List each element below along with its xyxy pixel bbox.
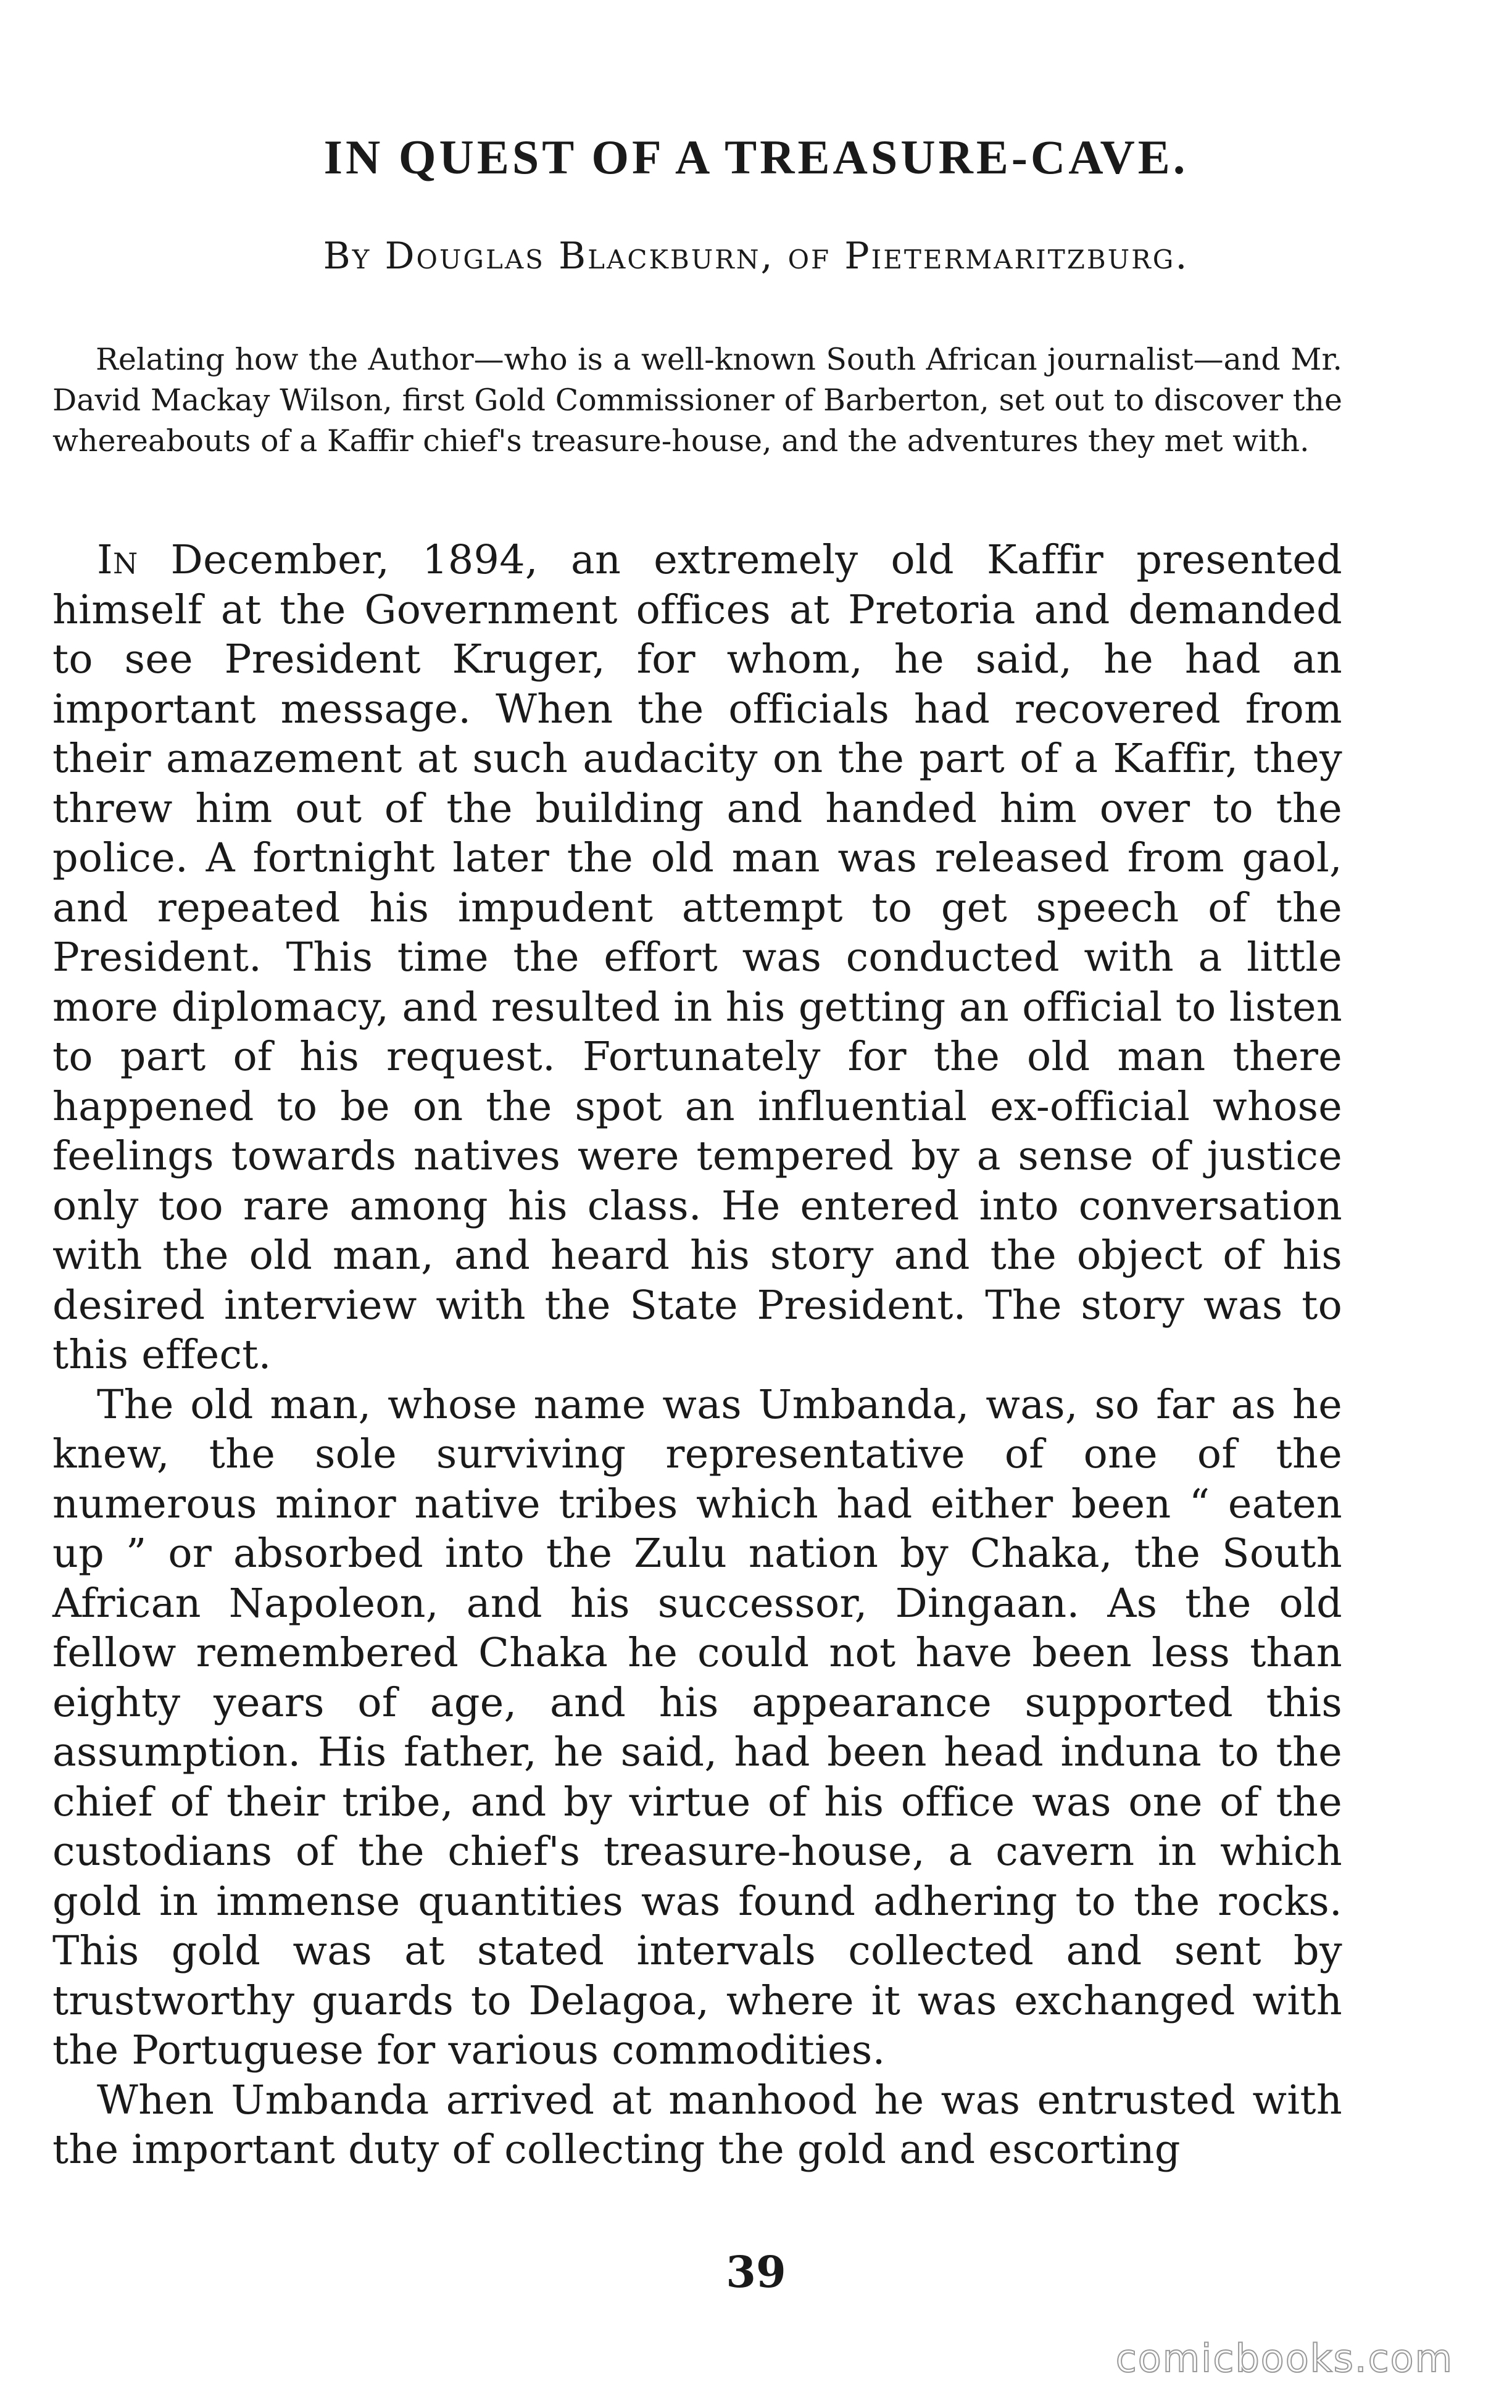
body-paragraph — [52, 1380, 1342, 2076]
opening-word: In — [97, 537, 138, 583]
paragraph-text: The old man, whose name was Umbanda, was, so far as he knew, the sole surviving representative of one of the numerous minor native tribes which had either been “ eaten up ” or absorbed into the Zulu nation by Chaka, the South African Napoleon, and his successor, Dingaan. As the old fellow remembered Chaka he could not have been less than eighty years of age, and his appearance supported this assumption. His father, he said, had been head induna to the chief of their tribe, and by virtue of his office was one of the custodians of the chief's treasure-house, a cavern in which gold in immense quantities was found adhering to the rocks. This gold was at stated intervals collected and sent by trustworthy guards to Delagoa, where it was exchanged with the Portuguese for various commodities. — [52, 1381, 1342, 2074]
body-paragraph — [52, 536, 1342, 1380]
watermark: comicbooks.com — [1115, 2336, 1453, 2381]
article-byline: By Douglas Blackburn, of Pietermaritzburg. — [323, 235, 1189, 278]
article-title: IN QUEST OF A TREASURE-CAVE. — [323, 130, 1189, 184]
paragraph-text: December, 1894, an extremely old Kaffir presented himself at the Government offices at Pretoria and demanded to see President Kruger, for whom, he said, he had an important message. When the officials had recovered from their amazement at such audacity on the part of a Kaffir, they threw him out of the building and handed him over to the police. A fortnight later the old man was released from gaol, and repeated his impudent attempt to get speech of the President. This time the effort was conducted with a little more diplomacy, and resulted in his getting an official to listen to part of his request. Fortunately for the old man there happened to be on the spot an influential ex-official whose feelings towards natives were tempered by a sense of justice only too rare among his class. He entered into conversation with the old man, and heard his story and the object of his desired interview with the State President. The story was to this effect. — [52, 537, 1342, 1378]
body-paragraph — [52, 2076, 1342, 2175]
article-intro: Relating how the Author—who is a well-known South African journalist—and Mr. David Mackay Wilson, first Gold Commissioner of Barberton, set out to discover the whereabouts of a Kaffir chief's treasure-house, and the adventures they met with. — [52, 342, 1342, 459]
paragraph-text: When Umbanda arrived at manhood he was entrusted with the important duty of collecting the gold and escorting — [52, 2077, 1342, 2173]
page-number: 39 — [726, 2246, 786, 2298]
article-body — [52, 536, 1342, 2175]
